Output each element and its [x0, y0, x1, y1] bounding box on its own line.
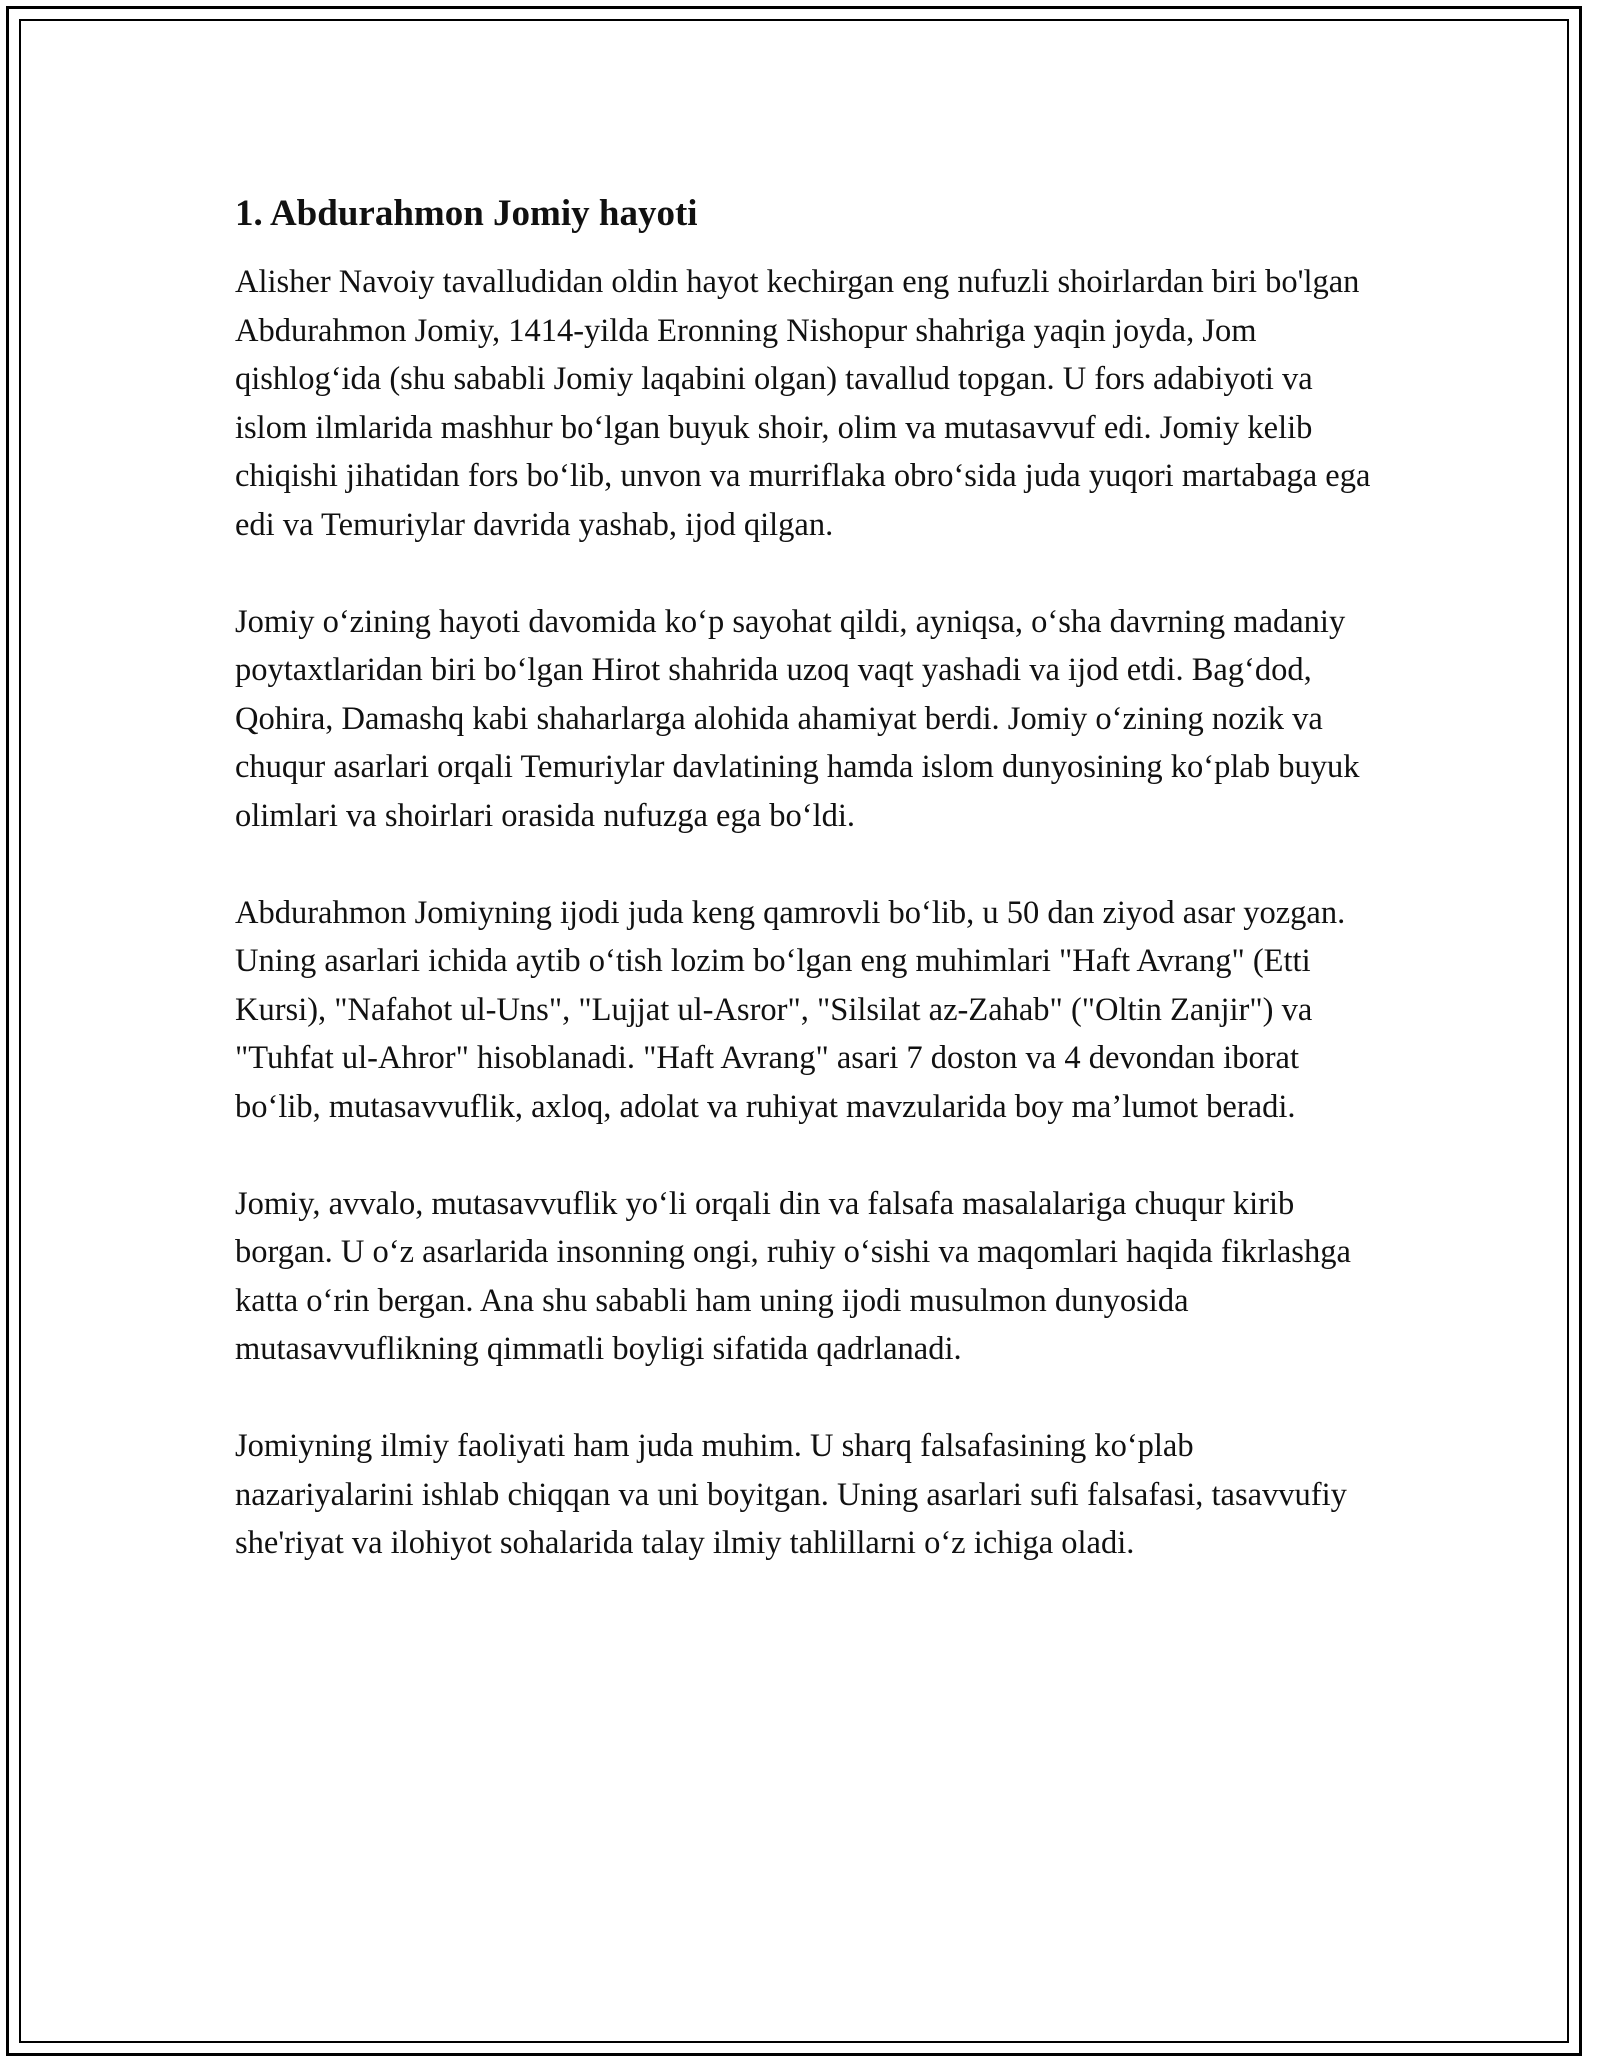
paragraph-2: Jomiy o‘zining hayoti davomida ko‘p sayohat qildi, ayniqsa, o‘sha davrning madaniy poytaxtlaridan biri bo‘lgan Hirot shahrida uzoq vaqt yashadi va ijod etdi. Bag‘dod, Qohira, Damashq kabi shaharlarga alohida ahamiyat berdi. Jomiy o‘zining nozik va chuqur asarlari orqali Temuriylar davlatining hamda islom dunyosining ko‘plab buyuk olimlari va shoirlari orasida nufuzga ega bo‘ldi.: [235, 603, 1360, 834]
paragraph-5: Jomiyning ilmiy faoliyati ham juda muhim. U sharq falsafasining ko‘plab nazariyalarini ishlab chiqqan va uni boyitgan. Uning asarlari sufi falsafasi, tasavvufiy she'riyat va ilohiyot sohalarida talay ilmiy tahlillarni o‘z ichiga oladi.: [235, 1428, 1347, 1561]
document-body: [235, 190, 1375, 1616]
paragraph-1: Alisher Navoiy tavalludidan oldin hayot kechirgan eng nufuzli shoirlardan biri bo'lgan Abdurahmon Jomiy, 1414-yilda Eronning Nishopur shahriga yaqin joyda, Jom qishlog‘ida (shu sababli Jomiy laqabini olgan) tavallud topgan. U fors adabiyoti va islom ilmlarida mashhur bo‘lgan buyuk shoir, olim va mutasavvuf edi. Jomiy kelib chiqishi jihatidan fors bo‘lib, unvon va murriflaka obro‘sida juda yuqori martabaga ega edi va Temuriylar davrida yashab, ijod qilgan.: [235, 264, 1371, 543]
paragraph-3: Abdurahmon Jomiyning ijodi juda keng qamrovli bo‘lib, u 50 dan ziyod asar yozgan. Uning asarlari ichida aytib o‘tish lozim bo‘lgan eng muhimlari "Haft Avrang" (Etti Kursi), "Nafahot ul-Uns", "Lujjat ul-Asror", "Silsilat az-Zahab" ("Oltin Zanjir") va "Tuhfat ul-Ahror" hisoblanadi. "Haft Avrang" asari 7 doston va 4 devondan iborat bo‘lib, mutasavvuflik, axloq, adolat va ruhiyat mavzularida boy ma’lumot beradi.: [235, 894, 1346, 1125]
paragraph-4: Jomiy, avvalo, mutasavvuflik yo‘li orqali din va falsafa masalalariga chuqur kirib borgan. U o‘z asarlarida insonning ongi, ruhiy o‘sishi va maqomlari haqida fikrlashga katta o‘rin bergan. Ana shu sababli ham uning ijodi musulmon dunyosida mutasavvuflikning qimmatli boyligi sifatida qadrlanadi.: [235, 1185, 1351, 1367]
section-heading: 1. Abdurahmon Jomiy hayoti: [235, 193, 698, 234]
